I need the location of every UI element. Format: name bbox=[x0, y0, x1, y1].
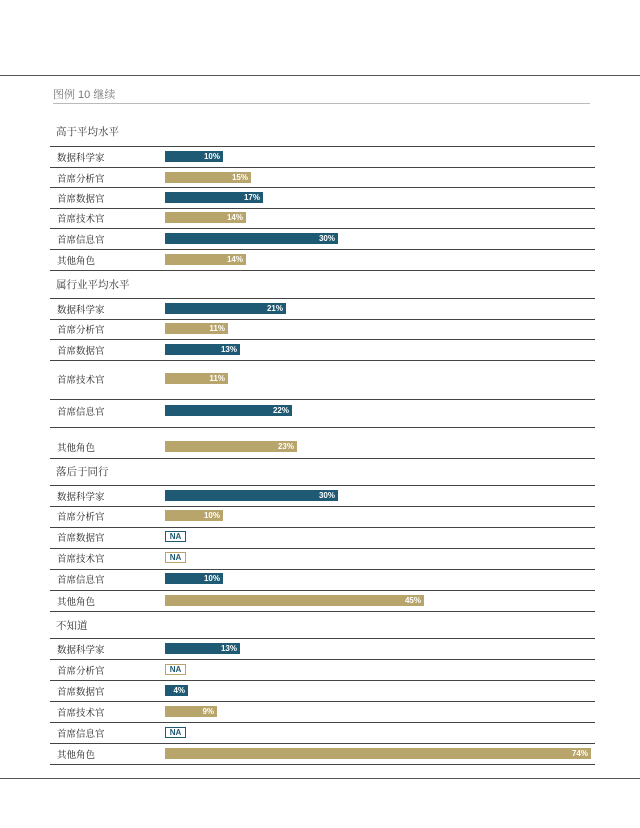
row-label: 首席信息官 bbox=[57, 235, 105, 246]
row-separator bbox=[50, 187, 595, 188]
bar-mark bbox=[165, 192, 263, 203]
row-label: 其他角色 bbox=[57, 443, 96, 454]
bar-value-label: 17% bbox=[243, 193, 260, 202]
row-separator bbox=[50, 339, 595, 340]
bar-value-label: 4% bbox=[173, 686, 185, 695]
bar-mark bbox=[165, 151, 223, 162]
row-separator bbox=[50, 319, 595, 320]
row-label: 首席技术官 bbox=[57, 554, 105, 565]
bar-mark bbox=[165, 212, 246, 223]
bar-mark bbox=[165, 303, 286, 314]
row-label: 首席技术官 bbox=[57, 375, 105, 386]
bar-value-label: 9% bbox=[202, 707, 214, 716]
row-separator bbox=[50, 208, 595, 209]
section-title: 高于平均水平 bbox=[56, 126, 119, 138]
row-label: 其他角色 bbox=[57, 256, 96, 267]
bar-value-label: 10% bbox=[203, 152, 220, 161]
bar-mark bbox=[165, 344, 240, 355]
row-label: 首席分析官 bbox=[57, 325, 105, 336]
bar-mark bbox=[165, 685, 188, 696]
bar-mark bbox=[165, 510, 223, 521]
row-separator bbox=[50, 399, 595, 400]
row-label: 首席技术官 bbox=[57, 708, 105, 719]
bar-value-label: 10% bbox=[203, 574, 220, 583]
row-label: 其他角色 bbox=[57, 597, 96, 608]
na-marker: NA bbox=[165, 531, 186, 542]
section-separator bbox=[50, 638, 595, 639]
bar-mark bbox=[165, 490, 338, 501]
bar-value-label: 11% bbox=[209, 324, 225, 333]
section-separator bbox=[50, 485, 595, 486]
bar-mark bbox=[165, 323, 228, 334]
row-label: 首席分析官 bbox=[57, 174, 105, 185]
row-separator bbox=[50, 548, 595, 549]
row-label: 首席数据官 bbox=[57, 687, 105, 698]
row-label: 数据科学家 bbox=[57, 645, 105, 656]
row-label: 首席数据官 bbox=[57, 533, 105, 544]
row-separator bbox=[50, 722, 595, 723]
row-separator bbox=[50, 701, 595, 702]
na-marker: NA bbox=[165, 552, 186, 563]
bar-mark bbox=[165, 643, 240, 654]
bar-mark bbox=[165, 441, 297, 452]
bar-value-label: 74% bbox=[571, 749, 588, 758]
bar-mark bbox=[165, 706, 217, 717]
row-separator bbox=[50, 764, 595, 765]
bar-value-label: 15% bbox=[231, 173, 248, 182]
bottom-rule bbox=[0, 778, 640, 779]
bar-value-label: 45% bbox=[404, 596, 421, 605]
row-separator bbox=[50, 659, 595, 660]
row-separator bbox=[50, 458, 595, 459]
row-label: 首席信息官 bbox=[57, 407, 105, 418]
row-separator bbox=[50, 527, 595, 528]
row-separator bbox=[50, 743, 595, 744]
bar-value-label: 11% bbox=[209, 374, 225, 383]
bar-value-label: 14% bbox=[226, 213, 243, 222]
row-label: 首席分析官 bbox=[57, 666, 105, 677]
row-separator bbox=[50, 611, 595, 612]
bar-mark bbox=[165, 172, 251, 183]
bar-value-label: 30% bbox=[318, 491, 335, 500]
bar-mark bbox=[165, 373, 228, 384]
bar-mark bbox=[165, 254, 246, 265]
row-label: 数据科学家 bbox=[57, 305, 105, 316]
bar-value-label: 13% bbox=[220, 644, 237, 653]
na-marker: NA bbox=[165, 727, 186, 738]
bar-mark bbox=[165, 233, 338, 244]
bar-mark bbox=[165, 573, 223, 584]
section-separator bbox=[50, 298, 595, 299]
bar-value-label: 13% bbox=[220, 345, 237, 354]
bar-mark bbox=[165, 405, 292, 416]
row-separator bbox=[50, 590, 595, 591]
row-label: 首席信息官 bbox=[57, 575, 105, 586]
bar-value-label: 10% bbox=[203, 511, 220, 520]
bar-mark bbox=[165, 748, 591, 759]
section-title: 不知道 bbox=[56, 620, 88, 632]
row-separator bbox=[50, 427, 595, 428]
section-separator bbox=[50, 146, 595, 147]
row-separator bbox=[50, 569, 595, 570]
row-separator bbox=[50, 167, 595, 168]
row-separator bbox=[50, 680, 595, 681]
row-separator bbox=[50, 249, 595, 250]
section-title: 落后于同行 bbox=[56, 466, 109, 478]
row-separator bbox=[50, 228, 595, 229]
section-title: 属行业平均水平 bbox=[56, 279, 130, 291]
row-label: 首席信息官 bbox=[57, 729, 105, 740]
na-marker: NA bbox=[165, 664, 186, 675]
row-label: 首席数据官 bbox=[57, 346, 105, 357]
row-separator bbox=[50, 506, 595, 507]
row-label: 首席数据官 bbox=[57, 194, 105, 205]
row-label: 数据科学家 bbox=[57, 492, 105, 503]
row-separator bbox=[50, 360, 595, 361]
bar-value-label: 23% bbox=[277, 442, 294, 451]
figure-caption: 图例 10 继续 bbox=[53, 89, 116, 101]
bar-value-label: 21% bbox=[266, 304, 283, 313]
row-label: 其他角色 bbox=[57, 750, 96, 761]
caption-rule bbox=[53, 103, 590, 104]
row-label: 数据科学家 bbox=[57, 153, 105, 164]
row-label: 首席分析官 bbox=[57, 512, 105, 523]
bar-value-label: 22% bbox=[272, 406, 289, 415]
row-separator bbox=[50, 270, 595, 271]
top-rule bbox=[0, 75, 640, 76]
bar-mark bbox=[165, 595, 424, 606]
bar-value-label: 14% bbox=[226, 255, 243, 264]
row-label: 首席技术官 bbox=[57, 214, 105, 225]
bar-value-label: 30% bbox=[318, 234, 335, 243]
